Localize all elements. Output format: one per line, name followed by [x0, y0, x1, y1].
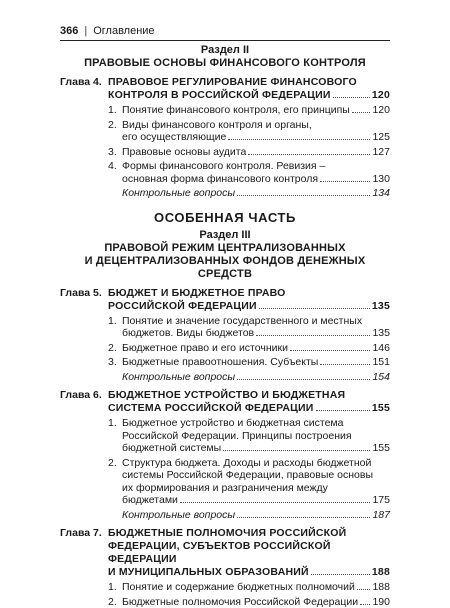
- page-ref: 135: [372, 300, 390, 313]
- toc-entry[interactable]: 2. Структура бюджета. Доходы и расходы бюджетной системы Российской Федерации, правовые основы их формирования и разграничения между бюджетами 175: [108, 457, 390, 507]
- chapter-7-title[interactable]: БЮДЖЕТНЫЕ ПОЛНОМОЧИЯ РОССИЙСКОЙ ФЕДЕРАЦИИ, СУБЪЕКТОВ РОССИЙСКОЙ ФЕДЕРАЦИИ И МУНИЦИПАЛЬНЫХ ОБРАЗОВАНИЙ 188: [108, 527, 390, 579]
- dot-leader: [320, 181, 370, 182]
- toc-entry[interactable]: 1. Понятие финансового контроля, его принципы 120: [108, 104, 390, 117]
- chapter-4-label: Глава 4.: [60, 76, 108, 200]
- part-title: ОСОБЕННАЯ ЧАСТЬ: [60, 210, 390, 226]
- page-ref: 175: [372, 494, 390, 507]
- page-ref: 125: [372, 131, 390, 144]
- page-ref: 130: [372, 173, 390, 186]
- page-ref: 151: [372, 356, 390, 369]
- dot-leader: [357, 589, 371, 590]
- page-number: 366: [60, 25, 78, 37]
- dot-leader: [360, 604, 370, 605]
- dot-leader: [180, 502, 371, 503]
- dot-leader: [256, 335, 370, 336]
- dot-leader: [352, 112, 371, 113]
- chapter-6-label: Глава 6.: [60, 389, 108, 521]
- chapter-6-title[interactable]: БЮДЖЕТНОЕ УСТРОЙСТВО И БЮДЖЕТНАЯ СИСТЕМА РОССИЙСКОЙ ФЕДЕРАЦИИ 155: [108, 389, 390, 415]
- table-of-contents: [60, 44, 390, 608]
- dot-leader: [237, 379, 370, 380]
- toc-entry[interactable]: 4. Формы финансового контроля. Ревизия – основная форма финансового контроля 130: [108, 160, 390, 185]
- page-ref: 155: [372, 442, 390, 455]
- chapter-5-title[interactable]: БЮДЖЕТ И БЮДЖЕТНОЕ ПРАВО РОССИЙСКОЙ ФЕДЕРАЦИИ 135: [108, 287, 390, 313]
- chapter-4-title[interactable]: ПРАВОВОЕ РЕГУЛИРОВАНИЕ ФИНАНСОВОГО КОНТРОЛЯ В РОССИЙСКОЙ ФЕДЕРАЦИИ 120: [108, 76, 390, 102]
- page-ref: 188: [372, 581, 390, 594]
- dot-leader: [228, 139, 370, 140]
- toc-entry-review-questions[interactable]: Контрольные вопросы 154: [108, 371, 390, 384]
- section-3-title-line1: ПРАВОВОЙ РЕЖИМ ЦЕНТРАЛИЗОВАННЫХ: [60, 242, 390, 255]
- dot-leader: [248, 154, 370, 155]
- header-separator: |: [84, 25, 87, 37]
- page-ref: 127: [372, 146, 390, 159]
- section-2-title: ПРАВОВЫЕ ОСНОВЫ ФИНАНСОВОГО КОНТРОЛЯ: [60, 57, 390, 70]
- chapter-7: [60, 527, 390, 608]
- chapter-7-label: Глава 7.: [60, 527, 108, 608]
- page-ref: 155: [372, 402, 390, 415]
- toc-entry[interactable]: 1. Понятие и значение государственного и местных бюджетов. Виды бюджетов 135: [108, 315, 390, 340]
- dot-leader: [320, 364, 370, 365]
- section-3-label: Раздел III: [60, 229, 390, 242]
- page-ref: 135: [372, 327, 390, 340]
- dot-leader: [237, 517, 370, 518]
- section-3-title-line2: И ДЕЦЕНТРАЛИЗОВАННЫХ ФОНДОВ ДЕНЕЖНЫХ СРЕДСТВ: [60, 255, 390, 281]
- dot-leader: [237, 195, 370, 196]
- toc-entry[interactable]: 1. Понятие и содержание бюджетных полномочий 188: [108, 581, 390, 594]
- page-ref: 120: [372, 104, 390, 117]
- page-ref: 146: [372, 342, 390, 355]
- toc-entry[interactable]: 2. Бюджетное право и его источники 146: [108, 342, 390, 355]
- running-head: [60, 22, 390, 41]
- dot-leader: [311, 574, 370, 575]
- toc-entry-review-questions[interactable]: Контрольные вопросы 187: [108, 509, 390, 522]
- toc-entry[interactable]: 2. Бюджетные полномочия Российской Федерации 190: [108, 596, 390, 608]
- toc-entry-review-questions[interactable]: Контрольные вопросы 134: [108, 187, 390, 200]
- page-ref: 154: [372, 371, 390, 384]
- dot-leader: [333, 97, 370, 98]
- chapter-4: [60, 76, 390, 200]
- page-ref: 134: [372, 187, 390, 200]
- chapter-5-label: Глава 5.: [60, 287, 108, 384]
- page-ref: 190: [372, 596, 390, 608]
- chapter-6: [60, 389, 390, 521]
- toc-entry[interactable]: 1. Бюджетное устройство и бюджетная система Российской Федерации. Принципы построения бюджетной системы 155: [108, 417, 390, 455]
- running-head-title: Оглавление: [93, 25, 154, 37]
- dot-leader: [290, 350, 371, 351]
- dot-leader: [259, 308, 370, 309]
- dot-leader: [316, 410, 370, 411]
- section-2-label: Раздел II: [60, 44, 390, 57]
- toc-entry[interactable]: 3. Правовые основы аудита 127: [108, 146, 390, 159]
- chapter-5: [60, 287, 390, 384]
- page-ref: 187: [372, 509, 390, 522]
- page-ref: 188: [372, 566, 390, 579]
- toc-entry[interactable]: 3. Бюджетные правоотношения. Субъекты 151: [108, 356, 390, 369]
- page-ref: 120: [372, 89, 390, 102]
- toc-entry[interactable]: 2. Виды финансового контроля и органы, его осуществляющие 125: [108, 119, 390, 144]
- dot-leader: [223, 450, 370, 451]
